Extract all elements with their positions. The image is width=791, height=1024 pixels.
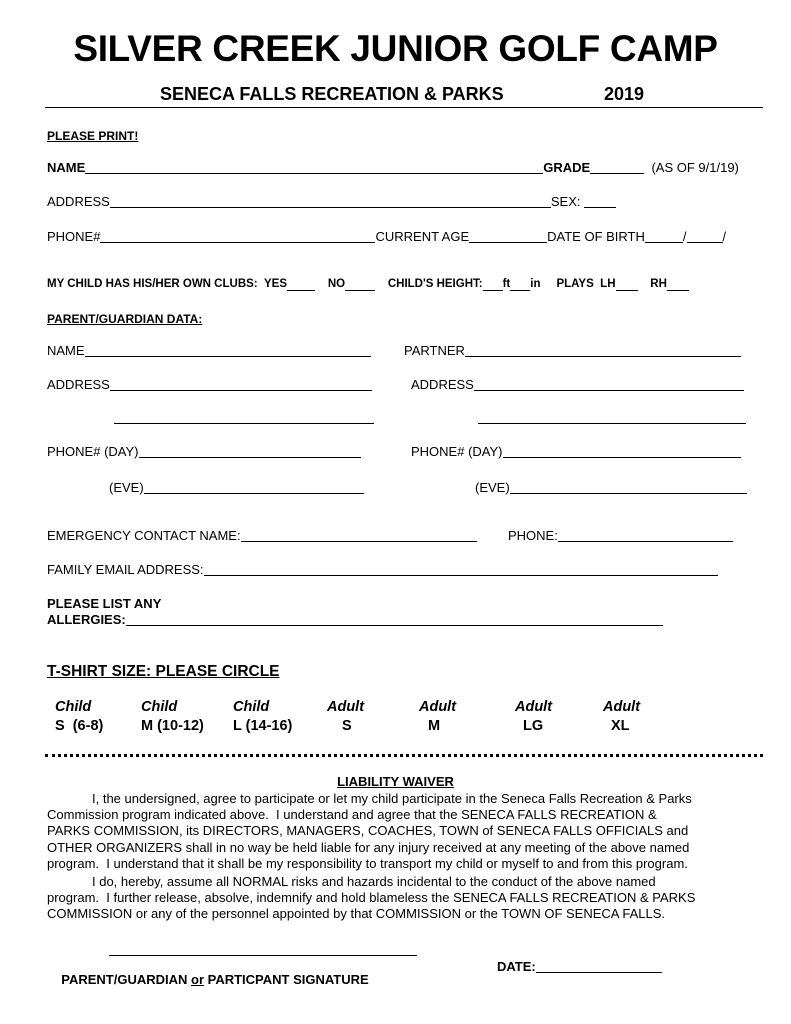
partner-address-field[interactable] bbox=[411, 378, 744, 391]
partner-phone-eve-label: (EVE) bbox=[475, 480, 510, 495]
partner-phone-eve-field[interactable] bbox=[475, 481, 747, 494]
family-email-field[interactable] bbox=[47, 563, 718, 576]
grade-label: GRADE bbox=[543, 160, 591, 175]
emergency-contact-field[interactable] bbox=[47, 529, 477, 542]
child-phone-field[interactable] bbox=[47, 230, 726, 243]
emergency-contact-label: EMERGENCY CONTACT NAME: bbox=[47, 528, 241, 543]
rh-label: RH bbox=[650, 278, 667, 290]
parent-phone-day-label: PHONE# (DAY) bbox=[47, 444, 139, 459]
clubs-yes-label: YES bbox=[264, 278, 288, 290]
waiver-line-1: I, the undersigned, agree to participate or let my child participate in the Seneca Falls Recreation & Parks bbox=[92, 791, 692, 806]
child-name-input[interactable] bbox=[85, 162, 543, 174]
height-in-input[interactable] bbox=[510, 280, 530, 291]
child-name-label: NAME bbox=[47, 160, 86, 175]
partner-name-label: PARTNER bbox=[404, 343, 465, 358]
parent-phone-eve-label: (EVE) bbox=[109, 480, 144, 495]
waiver-line-3: PARKS COMMISSION, its DIRECTORS, MANAGERS, COACHES, TOWN of SENECA FALLS OFFICIALS and bbox=[47, 823, 689, 838]
allergies-field[interactable] bbox=[47, 613, 663, 626]
emergency-contact-input[interactable] bbox=[241, 530, 477, 542]
parent-heading: PARENT/GUARDIAN DATA: bbox=[47, 312, 203, 326]
child-address-input[interactable] bbox=[110, 196, 551, 208]
dob-label: DATE OF BIRTH bbox=[547, 229, 645, 244]
family-email-label: FAMILY EMAIL ADDRESS: bbox=[47, 562, 204, 577]
parent-address-label: ADDRESS bbox=[47, 377, 110, 392]
lh-input[interactable] bbox=[616, 280, 638, 291]
tshirt-group-label: Adult bbox=[327, 699, 365, 715]
dob-day-input[interactable] bbox=[687, 231, 723, 243]
signature-label bbox=[54, 960, 369, 986]
sex-label: SEX: bbox=[550, 194, 581, 209]
dob-separator-2: / bbox=[722, 229, 727, 244]
tshirt-size-option[interactable]: M (10-12) bbox=[141, 718, 204, 734]
parent-phone-day-field[interactable] bbox=[47, 445, 361, 458]
parent-phone-day-input[interactable] bbox=[139, 446, 361, 458]
parent-name-label: NAME bbox=[47, 343, 85, 358]
waiver-line-4: OTHER ORGANIZERS shall in no way be held liable for any injury received at any meeting of the above named bbox=[47, 840, 690, 855]
tshirt-size-option[interactable]: M bbox=[428, 718, 441, 734]
signature-label-part1: PARENT/GUARDIAN bbox=[61, 972, 191, 987]
signature-date-field[interactable] bbox=[497, 960, 662, 973]
clubs-yes-input[interactable] bbox=[287, 280, 315, 291]
partner-address-line2[interactable] bbox=[478, 423, 746, 424]
partner-address-input[interactable] bbox=[474, 379, 744, 391]
tshirt-group-label: Adult bbox=[419, 699, 457, 715]
parent-phone-eve-input[interactable] bbox=[144, 482, 364, 494]
parent-name-input[interactable] bbox=[85, 345, 371, 357]
tshirt-size-option[interactable]: L (14-16) bbox=[233, 718, 293, 734]
parent-phone-eve-field[interactable] bbox=[109, 481, 364, 494]
partner-phone-eve-input[interactable] bbox=[510, 482, 747, 494]
tshirt-heading: T-SHIRT SIZE: PLEASE CIRCLE bbox=[47, 663, 280, 680]
signature-label-or: or bbox=[191, 972, 204, 987]
sex-input[interactable] bbox=[584, 196, 616, 208]
tshirt-group-label: Child bbox=[141, 699, 178, 715]
waiver-line-7: program. I further release, absolve, indemnify and hold blameless the SENECA FALLS RECREATION & PARKS bbox=[47, 890, 696, 905]
child-address-label: ADDRESS bbox=[47, 194, 110, 209]
dob-separator-1: / bbox=[682, 229, 687, 244]
height-label: CHILD'S HEIGHT: bbox=[387, 278, 483, 290]
current-age-label: CURRENT AGE bbox=[375, 229, 470, 244]
grade-input[interactable] bbox=[590, 162, 644, 174]
tshirt-size-option[interactable]: S (6-8) bbox=[55, 718, 104, 734]
partner-address-label: ADDRESS bbox=[411, 377, 474, 392]
parent-name-field[interactable] bbox=[47, 344, 371, 357]
child-phone-input[interactable] bbox=[100, 231, 375, 243]
height-ft-label: ft bbox=[502, 278, 511, 290]
allergies-label-line1: PLEASE LIST ANY bbox=[47, 596, 162, 611]
clubs-no-label: NO bbox=[327, 278, 346, 290]
tshirt-group-label: Adult bbox=[603, 699, 641, 715]
tshirt-size-option[interactable]: S bbox=[342, 718, 352, 734]
clubs-no-input[interactable] bbox=[345, 280, 375, 291]
rh-input[interactable] bbox=[667, 280, 689, 291]
page-year: 2019 bbox=[604, 84, 645, 104]
lh-label: LH bbox=[600, 278, 616, 290]
waiver-line-6: I do, hereby, assume all NORMAL risks and hazards incidental to the conduct of the above named bbox=[92, 874, 656, 889]
clubs-label: MY CHILD HAS HIS/HER OWN CLUBS: bbox=[47, 278, 258, 290]
allergies-label-line2: ALLERGIES: bbox=[47, 612, 126, 627]
page-title: SILVER CREEK JUNIOR GOLF CAMP bbox=[73, 28, 718, 69]
waiver-line-2: Commission program indicated above. I understand and agree that the SENECA FALLS RECREATION & bbox=[47, 807, 657, 822]
signature-date-label: DATE: bbox=[497, 959, 536, 974]
partner-name-field[interactable] bbox=[404, 344, 741, 357]
please-print-heading: PLEASE PRINT! bbox=[47, 129, 139, 143]
dob-month-input[interactable] bbox=[645, 231, 683, 243]
dotted-divider bbox=[45, 754, 763, 757]
clubs-row bbox=[47, 279, 689, 291]
family-email-input[interactable] bbox=[204, 564, 718, 576]
emergency-phone-input[interactable] bbox=[558, 530, 733, 542]
emergency-phone-label: PHONE: bbox=[508, 528, 558, 543]
plays-label: PLAYS bbox=[556, 278, 594, 290]
waiver-line-5: program. I understand that it shall be my responsibility to transport my child or myself to and from this program. bbox=[47, 856, 688, 871]
waiver-heading: LIABILITY WAIVER bbox=[337, 774, 454, 789]
parent-address-input[interactable] bbox=[110, 379, 372, 391]
child-address-field[interactable] bbox=[47, 195, 616, 208]
tshirt-group-label: Child bbox=[55, 699, 92, 715]
child-phone-label: PHONE# bbox=[47, 229, 101, 244]
signature-label-part2: PARTICPANT SIGNATURE bbox=[204, 972, 369, 987]
emergency-phone-field[interactable] bbox=[508, 529, 733, 542]
page-subtitle: SENECA FALLS RECREATION & PARKS bbox=[160, 84, 504, 104]
tshirt-group-label: Adult bbox=[515, 699, 553, 715]
allergies-input[interactable] bbox=[126, 614, 663, 626]
grade-note: (AS OF 9/1/19) bbox=[651, 160, 739, 175]
partner-phone-day-label: PHONE# (DAY) bbox=[411, 444, 503, 459]
child-name-field[interactable] bbox=[47, 161, 739, 174]
parent-address-line2[interactable] bbox=[114, 423, 374, 424]
signature-line[interactable] bbox=[109, 955, 417, 956]
tshirt-size-option[interactable]: XL bbox=[611, 718, 630, 734]
tshirt-size-option[interactable]: LG bbox=[523, 718, 544, 734]
current-age-input[interactable] bbox=[469, 231, 547, 243]
height-in-label: in bbox=[530, 278, 541, 290]
waiver-line-8: COMMISSION or any of the personnel appointed by that COMMISSION or the TOWN OF SENECA FALLS. bbox=[47, 906, 665, 921]
partner-name-input[interactable] bbox=[465, 345, 741, 357]
header-divider bbox=[45, 107, 763, 108]
tshirt-group-label: Child bbox=[233, 699, 270, 715]
signature-date-input[interactable] bbox=[536, 961, 662, 973]
height-ft-input[interactable] bbox=[483, 280, 503, 291]
partner-phone-day-input[interactable] bbox=[503, 446, 741, 458]
partner-phone-day-field[interactable] bbox=[411, 445, 741, 458]
parent-address-field[interactable] bbox=[47, 378, 372, 391]
